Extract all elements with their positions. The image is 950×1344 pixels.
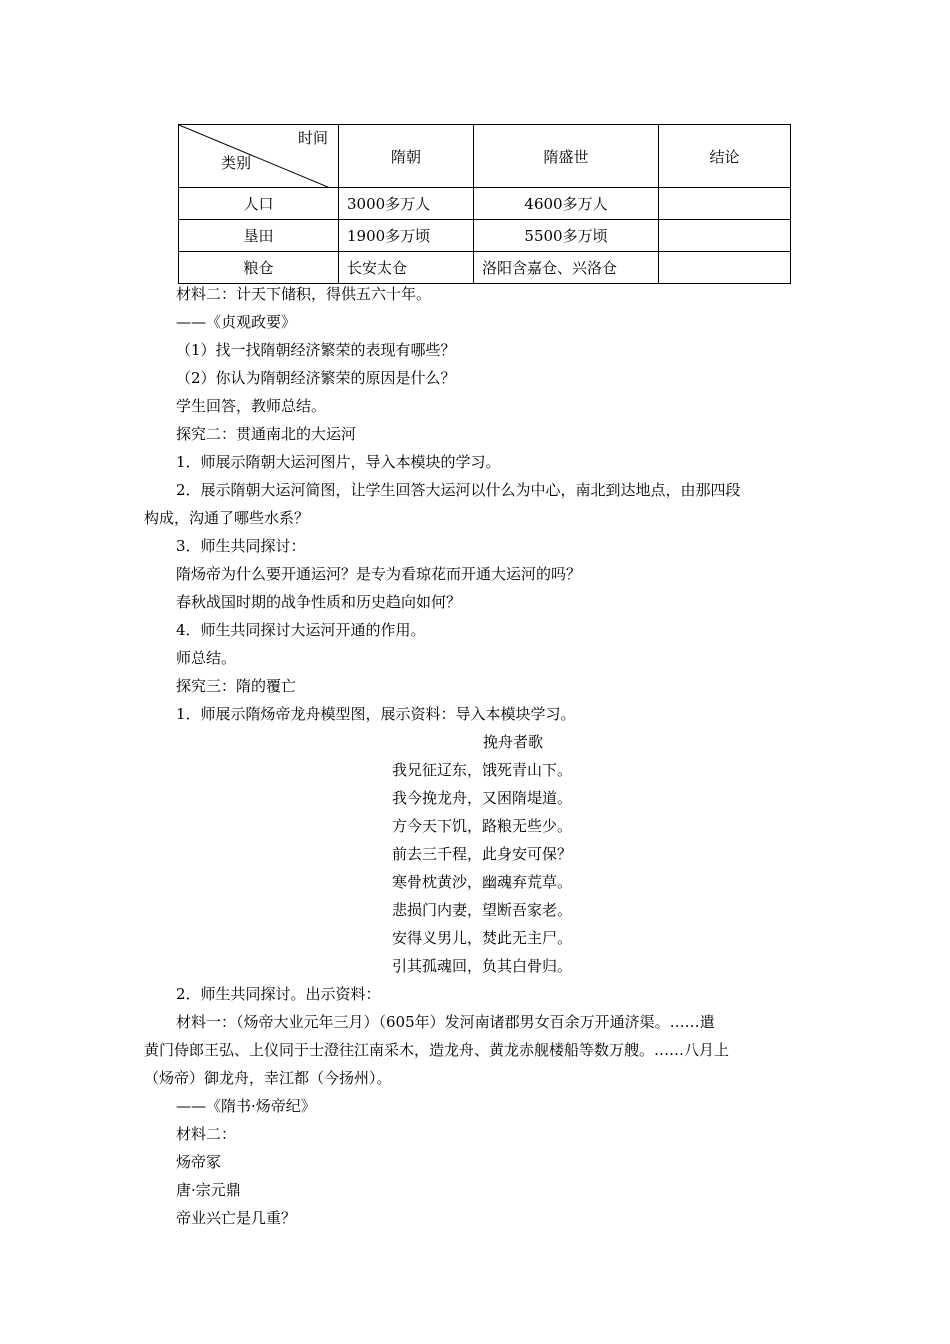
list-item: 1．师展示隋朝大运河图片，导入本模块的学习。 (176, 453, 501, 471)
poem-line: 我兄征辽东，饿死青山下。 (392, 761, 573, 779)
material-one: 材料一：（炀帝大业元年三月）（605年）发河南诸郡男女百余万开通济渠。……遣 (176, 1013, 715, 1031)
economy-table (178, 124, 791, 284)
material-one-continued: 黄门侍郎王弘、上仪同于士澄往江南采木，造龙舟、黄龙赤舰楼船等数万艘。……八月上 (144, 1041, 730, 1059)
poem-line: 引其孤魂回，负其白骨归。 (392, 957, 573, 975)
question-one: （1）找一找隋朝经济繁荣的表现有哪些？ (176, 341, 456, 359)
material-two: 材料二：计天下储积，得供五六十年。 (176, 285, 432, 303)
list-item: 3．师生共同探讨： (176, 537, 306, 555)
table-row (179, 252, 791, 284)
section-heading: 探究三：隋的覆亡 (176, 677, 297, 695)
poem-line: 我今挽龙舟，又困隋堤道。 (392, 789, 573, 807)
poem-line: 安得义男儿，焚此无主尸。 (392, 929, 573, 947)
header-sui-peak: 隋盛世 (474, 125, 659, 188)
poem-title: 炀帝冢 (176, 1153, 222, 1171)
header-conclusion: 结论 (659, 125, 791, 188)
summary-line: 师总结。 (176, 649, 237, 667)
discussion-line: 春秋战国时期的战争性质和历史趋向如何？ (176, 593, 462, 611)
corner-label-time: 时间 (297, 129, 328, 147)
row-label: 垦田 (179, 220, 339, 252)
cell-peak: 洛阳含嘉仓、兴洛仓 (474, 252, 659, 284)
cell-conclusion (659, 188, 791, 220)
list-item: 2．师生共同探讨。出示资料： (176, 985, 381, 1003)
cell-sui: 3000多万人 (339, 188, 474, 220)
poem-title: 挽舟者歌 (483, 733, 544, 751)
material-two-heading: 材料二： (176, 1125, 237, 1143)
cell-sui: 长安太仓 (339, 252, 474, 284)
cell-sui: 1900多万顷 (339, 220, 474, 252)
header-sui: 隋朝 (339, 125, 474, 188)
list-item: 2．展示隋朝大运河简图，让学生回答大运河以什么为中心，南北到达地点，由那四段 (176, 481, 741, 499)
poem-line: 前去三千程，此身安可保？ (392, 845, 573, 863)
table-row (179, 220, 791, 252)
row-label: 人口 (179, 188, 339, 220)
list-item-continued: 构成，沟通了哪些水系？ (144, 509, 310, 527)
question-two: （2）你认为隋朝经济繁荣的原因是什么？ (176, 369, 456, 387)
discussion-line: 隋炀帝为什么要开通运河？是专为看琼花而开通大运河的吗？ (176, 565, 582, 583)
material-one-continued: （炀帝）御龙舟，幸江都（今扬州）。 (144, 1069, 392, 1087)
poem-line: 悲损门内妻，望断吾家老。 (392, 901, 573, 919)
table-header-row (179, 125, 791, 188)
poem-line: 寒骨枕黄沙，幽魂弃荒草。 (392, 873, 573, 891)
material-one-source: ——《隋书·炀帝纪》 (176, 1097, 316, 1115)
list-item: 1．师展示隋炀帝龙舟模型图，展示资料：导入本模块学习。 (176, 705, 576, 723)
table-corner-cell (179, 125, 339, 188)
cell-peak: 4600多万人 (474, 188, 659, 220)
section-heading: 探究二：贯通南北的大运河 (176, 425, 357, 443)
corner-label-category: 类别 (221, 154, 252, 172)
poem-line: 帝业兴亡是几重？ (176, 1209, 297, 1227)
row-label: 粮仓 (179, 252, 339, 284)
poem-line: 方今天下饥，路粮无些少。 (392, 817, 573, 835)
poem-author: 唐·宗元鼎 (176, 1181, 241, 1199)
list-item: 4．师生共同探讨大运河开通的作用。 (176, 621, 426, 639)
table-row (179, 188, 791, 220)
cell-conclusion (659, 252, 791, 284)
cell-peak: 5500多万顷 (474, 220, 659, 252)
material-two-source: ——《贞观政要》 (176, 313, 297, 331)
answer-note: 学生回答，教师总结。 (176, 397, 327, 415)
cell-conclusion (659, 220, 791, 252)
